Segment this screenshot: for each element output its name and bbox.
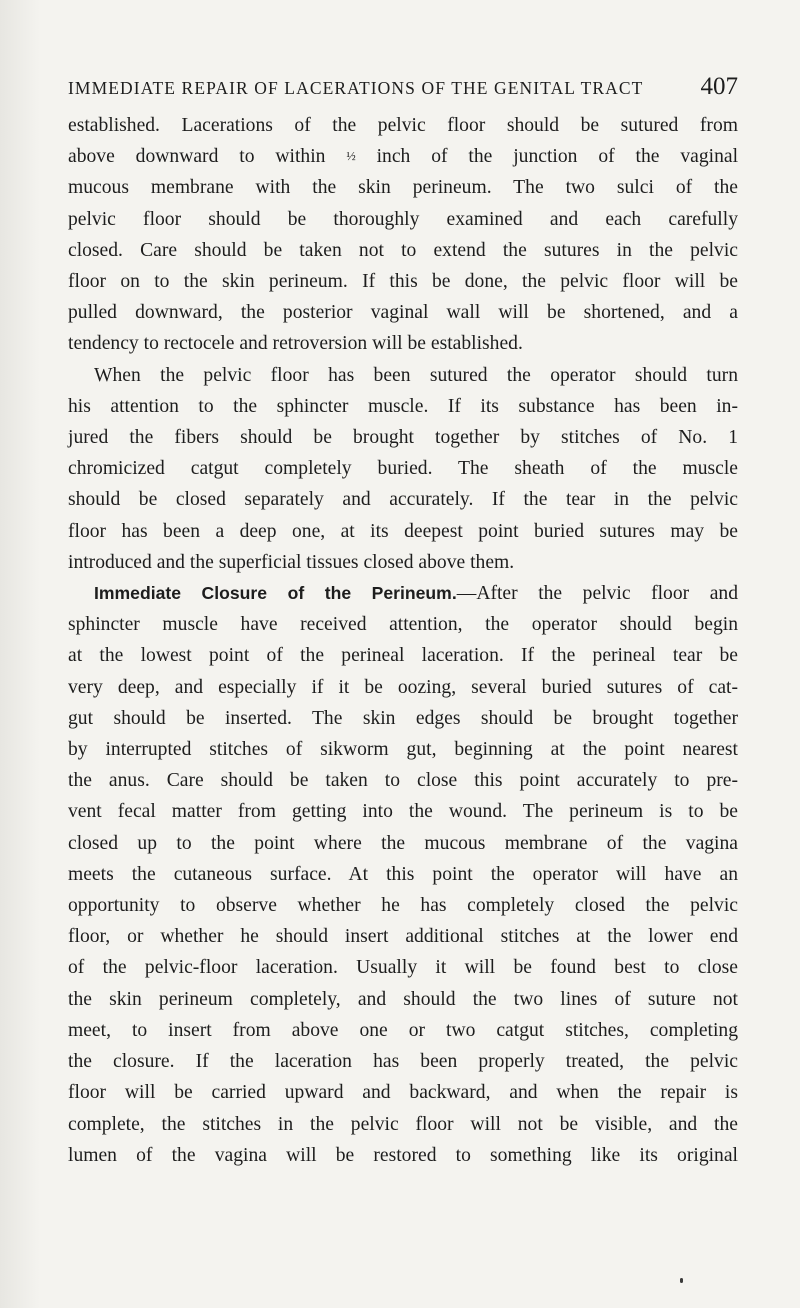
text-line: complete, the stitches in the pelvic floor will not be visible, and the	[68, 1113, 738, 1135]
text-line: mucous membrane with the skin perineum. The two sulci of the	[68, 177, 738, 199]
text-line: floor, or whether he should insert additional stitches at the lower end	[68, 926, 738, 948]
text-line: closed. Care should be taken not to extend the sutures in the pelvic	[68, 239, 738, 261]
text-line: meets the cutaneous surface. At this point the operator will have an	[68, 863, 738, 885]
fraction: ½	[346, 149, 356, 164]
text-line: closed up to the point where the mucous membrane of the vagina	[68, 832, 738, 854]
text-fragment: inch of the junction of the vaginal	[376, 146, 739, 168]
page-edge-shadow	[0, 0, 40, 1308]
text-line: lumen of the vagina will be restored to something like its original	[68, 1144, 738, 1166]
text-line: tendency to rectocele and retroversion will be established.	[68, 333, 523, 355]
text-line: pelvic floor should be thoroughly examined and each carefully	[68, 208, 738, 230]
text-line: the closure. If the laceration has been properly treated, the pelvic	[68, 1051, 738, 1073]
text-line: at the lowest point of the perineal laceration. If the perineal tear be	[68, 645, 738, 667]
text-line: established. Lacerations of the pelvic floor should be sutured from	[68, 115, 738, 136]
text-line: the anus. Care should be taken to close this point accurately to pre-	[68, 770, 738, 792]
text-line	[68, 141, 738, 172]
page-number: 407	[700, 73, 738, 100]
text-line: by interrupted stitches of sikworm gut, beginning at the point nearest	[68, 739, 738, 761]
text-line: very deep, and especially if it be oozing, several buried sutures of cat-	[68, 676, 738, 698]
text-line: floor on to the skin perineum. If this be done, the pelvic floor will be	[68, 271, 738, 293]
text-line: floor has been a deep one, at its deepest point buried sutures may be	[68, 520, 738, 542]
text-line: his attention to the sphincter muscle. If its substance has been in-	[68, 395, 738, 417]
ink-speck	[680, 1278, 683, 1283]
text-line: introduced and the superficial tissues closed above them.	[68, 551, 515, 573]
book-page	[68, 64, 738, 1171]
text-fragment: —After the pelvic floor and	[456, 583, 738, 605]
text-line: opportunity to observe whether he has completely closed the pelvic	[68, 895, 738, 917]
body-text	[68, 110, 738, 1171]
text-line: of the pelvic-floor laceration. Usually it will be found best to close	[68, 957, 738, 979]
text-line: floor will be carried upward and backward, and when the repair is	[68, 1082, 738, 1104]
text-line: vent fecal matter from getting into the wound. The perineum is to be	[68, 801, 738, 823]
running-title: IMMEDIATE REPAIR OF LACERATIONS OF THE GENITAL TRACT	[68, 78, 644, 98]
text-line: meet, to insert from above one or two catgut stitches, completing	[68, 1019, 738, 1041]
text-line: jured the fibers should be brought together by stitches of No. 1	[68, 427, 738, 449]
text-fragment: above downward to within	[68, 146, 326, 168]
section-heading: Immediate Closure of the Perineum.	[94, 583, 457, 604]
text-line: should be closed separately and accurately. If the tear in the pelvic	[68, 489, 738, 511]
text-line: the skin perineum completely, and should the two lines of suture not	[68, 988, 738, 1010]
text-line: pulled downward, the posterior vaginal wall will be shortened, and a	[68, 302, 738, 324]
text-line: gut should be inserted. The skin edges should be brought together	[68, 707, 738, 729]
text-line: sphincter muscle have received attention, the operator should begin	[68, 614, 738, 636]
text-line: When the pelvic floor has been sutured the operator should turn	[94, 364, 738, 386]
text-line	[68, 578, 738, 609]
running-head	[68, 64, 738, 110]
text-line: chromicized catgut completely buried. The sheath of the muscle	[68, 458, 738, 480]
